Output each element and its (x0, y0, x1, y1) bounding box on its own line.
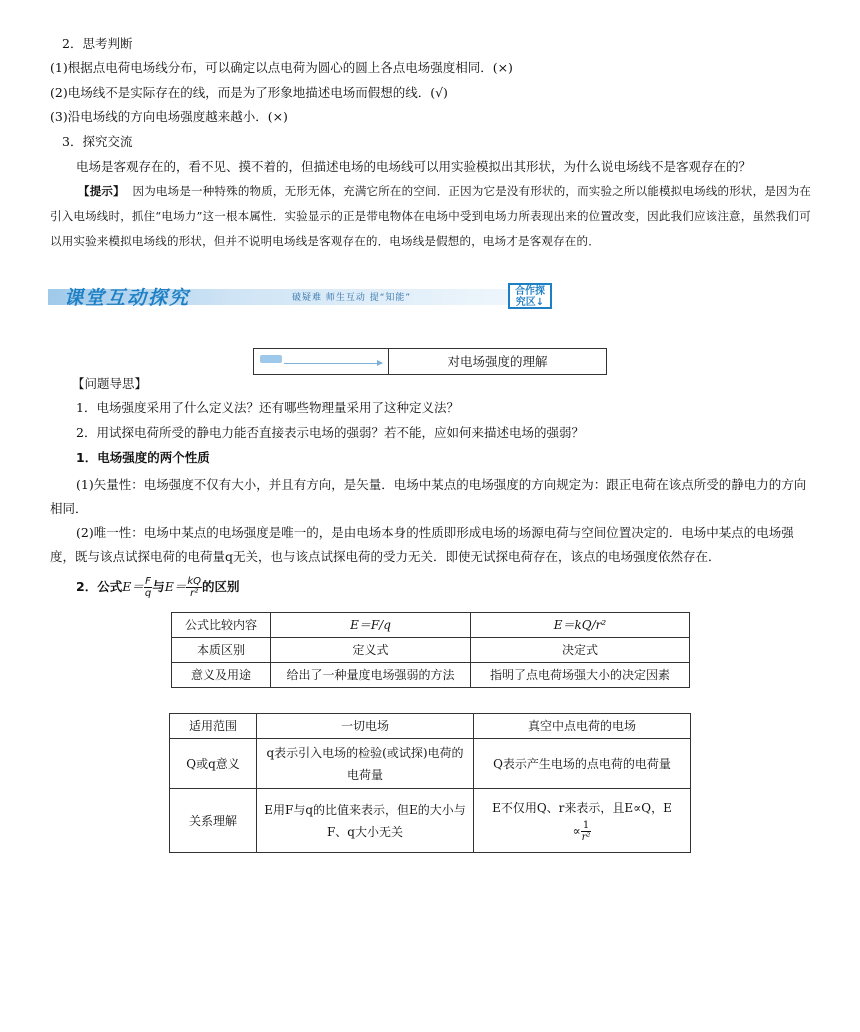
table-cell: 定义式 (271, 638, 471, 663)
hint-text: 因为电场是一种特殊的物质，无形无体，充满它所在的空间．正因为它是没有形状的，而实验之所以能模拟电场线的形状，是因为在引入电场线时，抓住“电场力”这一根本属性．实验显示的正是带电物体在电场中受到电场力所表现出来的位置改变，因此我们应该注意，虽然我们可以用实验来模拟电场线的形状，但并不说明电场线是客观存在的．电场线是假想的，电场才是客观存在的． (50, 184, 812, 248)
topic-box (253, 348, 607, 375)
judgement-item: (1)根据点电荷电场线分布，可以确定以点电荷为圆心的圆上各点电场强度相同．(×) (50, 60, 513, 75)
table-cell: E＝kQ/r² (471, 613, 690, 638)
table-cell: 决定式 (471, 638, 690, 663)
guide-question: 1．电场强度采用了什么定义法？还有哪些物理量采用了这种定义法？ (76, 400, 459, 415)
hint-label: 【提示】 (78, 184, 125, 198)
properties-heading: 1．电场强度的两个性质 (76, 450, 210, 465)
property-uniqueness: (2)唯一性：电场中某点的电场强度是唯一的，是由电场本身的性质即形成电场的场源电荷与空间位置决定的．电场中某点的电场强度，既与该点试探电荷的电荷量q无关，也与该点试探电荷的受力无关．即使无试探电荷存在，该点的电场强度依然存在． (50, 525, 794, 564)
guide-question: 2．用试探电荷所受的静电力能否直接表示电场的强弱？若不能，应如何来描述电场的强弱？ (76, 425, 584, 440)
section-banner (48, 283, 558, 309)
fraction-numerator: F (145, 576, 151, 587)
topic-title: 对电场强度的理解 (447, 354, 548, 369)
table-cell: 一切电场 (257, 714, 474, 739)
property-vector: (1)矢量性：电场强度不仅有大小，并且有方向，是矢量．电场中某点的电场强度的方向规定为：跟正电荷在该点所受的静电力的方向相同． (50, 477, 807, 516)
fraction-denominator: r² (190, 588, 199, 599)
table-row (172, 663, 690, 688)
banner-tag-line1: 合作探 (515, 286, 545, 297)
table-cell: 本质区别 (172, 638, 271, 663)
topic-marker (254, 349, 389, 374)
table-cell: 意义及用途 (172, 663, 271, 688)
relation-text: E不仅用Q、r来表示，且E∝Q，E (492, 801, 672, 815)
table-cell: 关系理解 (170, 789, 257, 853)
table-cell: 真空中点电荷的电场 (474, 714, 691, 739)
table-cell: 公式比较内容 (172, 613, 271, 638)
exploration-question: 电场是客观存在的，看不见、摸不着的，但描述电场的电场线可以用实验模拟出其形状，为什么说电场线不是客观存在的？ (76, 159, 752, 174)
inverse-square-expression (480, 820, 684, 843)
banner-subtitle: 破疑难 师生互动 提“知能” (292, 293, 412, 303)
fraction-one-over-r2 (581, 820, 592, 843)
table-row (172, 613, 690, 638)
formula-heading (76, 574, 812, 600)
judgement-item: (2)电场线不是实际存在的线，而是为了形象地描述电场而假想的线．(√) (50, 85, 448, 100)
topic-arrow-icon (284, 363, 382, 364)
fraction-numerator: 1 (581, 820, 592, 832)
formula-suffix: 的区别 (202, 579, 240, 594)
table-cell: 给出了一种量度电场强弱的方法 (271, 663, 471, 688)
fraction-denominator: r² (581, 832, 591, 843)
table-cell: q表示引入电场的检验(或试探)电荷的电荷量 (257, 739, 474, 789)
section-heading: 2．思考判断 (62, 36, 133, 51)
topic-pill-icon (260, 355, 282, 363)
fraction-f-over-q (144, 576, 152, 599)
comparison-table-2 (169, 713, 691, 853)
section-heading: 3．探究交流 (62, 134, 133, 149)
hint-paragraph (50, 179, 812, 254)
table-row (170, 739, 691, 789)
formula-prefix: 2．公式 (76, 579, 123, 594)
table-cell: Q或q意义 (170, 739, 257, 789)
judgement-item: (3)沿电场线的方向电场强度越来越小．(×) (50, 109, 288, 124)
table-cell (474, 789, 691, 853)
table-row (172, 638, 690, 663)
table-cell: E用F与q的比值来表示，但E的大小与F、q大小无关 (257, 789, 474, 853)
table-cell: Q表示产生电场的点电荷的电荷量 (474, 739, 691, 789)
table-cell: E＝F/q (271, 613, 471, 638)
comparison-table-1 (171, 612, 690, 688)
formula-e2: E＝ (164, 579, 187, 594)
proportional-symbol: ∝ (572, 824, 581, 838)
guide-label: 【问题导思】 (72, 376, 148, 391)
table-row (170, 789, 691, 853)
table-cell: 指明了点电荷场强大小的决定因素 (471, 663, 690, 688)
fraction-denominator: q (144, 588, 152, 599)
down-arrow-icon: ↓ (535, 297, 545, 308)
formula-mid: 与 (152, 579, 165, 594)
banner-title: 课堂互动探究 (64, 287, 191, 309)
fraction-kq-over-r2 (186, 576, 202, 599)
table-cell: 适用范围 (170, 714, 257, 739)
banner-tag-line2: 究区 (515, 297, 536, 308)
fraction-numerator: kQ (187, 576, 201, 587)
table-row (170, 714, 691, 739)
banner-tag[interactable] (508, 283, 552, 309)
formula-e1: E＝ (122, 579, 144, 594)
